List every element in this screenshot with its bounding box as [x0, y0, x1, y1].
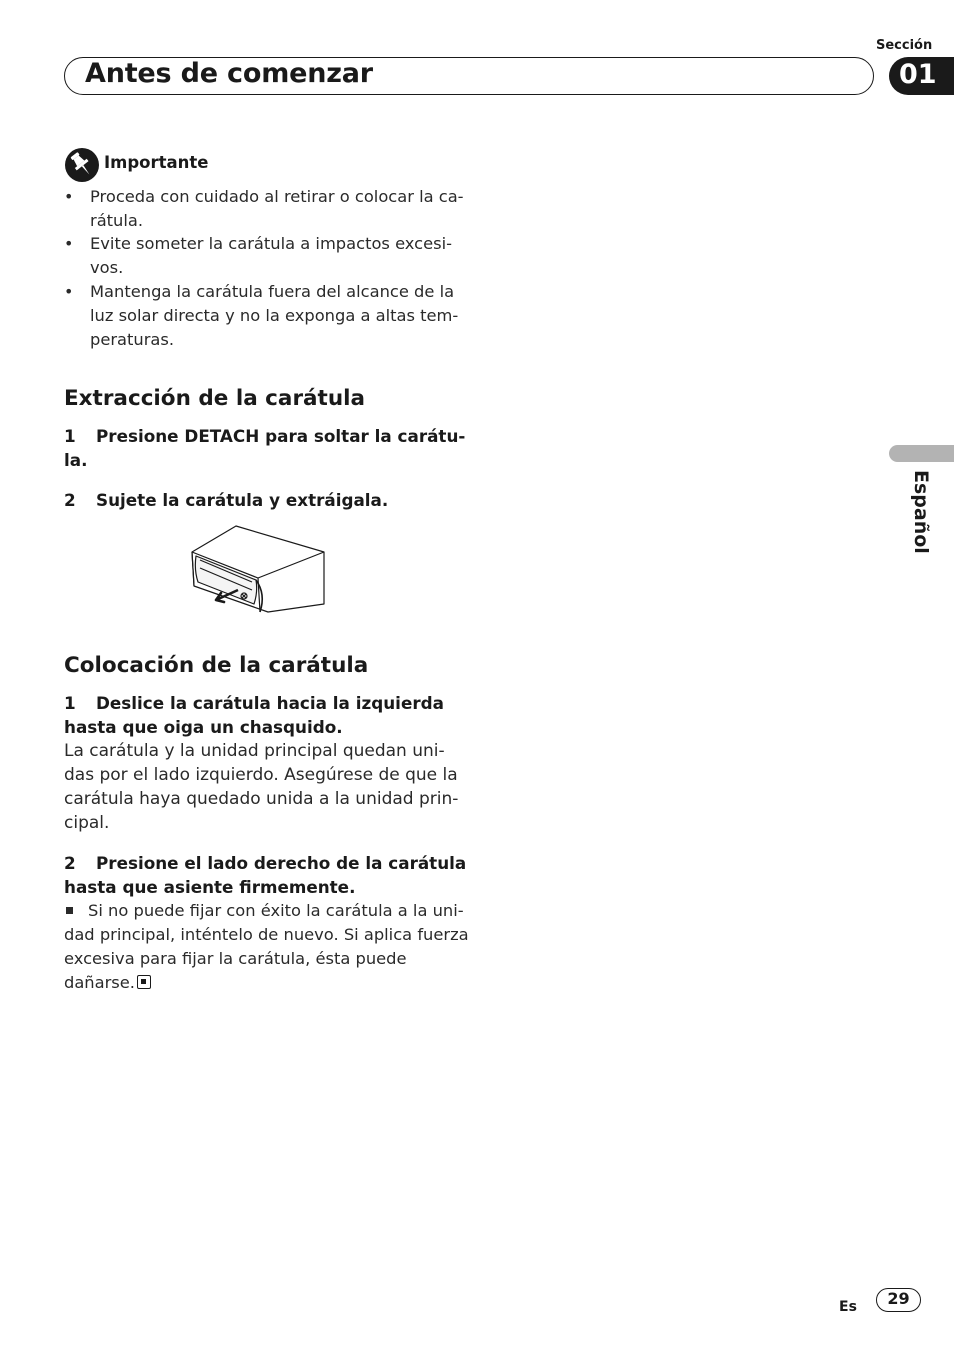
bullet-marker: •	[64, 234, 74, 253]
section-number: 01	[899, 59, 937, 90]
step-number: 2	[64, 490, 76, 510]
language-tab-bar	[889, 445, 954, 462]
important-bullet-1: Proceda con cuidado al retirar o colocar la ca- rátula.	[90, 187, 464, 230]
bullet-marker: •	[64, 187, 74, 206]
bullet-marker: •	[64, 282, 74, 301]
language-code: Es	[839, 1299, 857, 1315]
section-label: Sección	[876, 38, 933, 53]
language-tab-label: Español	[910, 470, 932, 554]
attach-step-1: 1 Deslice la carátula hacia la izquierda hasta que oiga un chasquido.	[64, 693, 444, 737]
attach-step-1-body: La carátula y la unidad principal quedan uni- das por el lado izquierdo. Asegúrese de que la carátula haya quedado unida a la unidad prin- cipal.	[64, 741, 459, 833]
step-number: 1	[64, 426, 76, 446]
attach-step-2-note: Si no puede fijar con éxito la carátula a la uni- dad principal, inténtelo de nuevo. Si aplica fuerza excesiva para fijar la carátula, ésta puede dañarse.	[64, 901, 469, 992]
end-mark-icon	[137, 975, 151, 989]
important-label: Importante	[104, 153, 209, 172]
detach-illustration	[186, 524, 328, 616]
removal-step-2: 2 Sujete la carátula y extráigala.	[64, 490, 389, 510]
removal-step-1: 1 Presione DETACH para soltar la carátu- la.	[64, 426, 466, 470]
step-number: 2	[64, 853, 76, 873]
page-title: Antes de comenzar	[85, 58, 373, 89]
page-number: 29	[887, 1289, 910, 1308]
section-number-tab	[889, 57, 954, 95]
important-bullet-2: Evite someter la carátula a impactos excesi- vos.	[90, 234, 452, 277]
attach-heading: Colocación de la carátula	[64, 653, 369, 678]
removal-heading: Extracción de la carátula	[64, 386, 366, 411]
square-bullet-icon	[66, 907, 73, 914]
step-number: 1	[64, 693, 76, 713]
pushpin-icon	[64, 147, 100, 183]
attach-step-2: 2 Presione el lado derecho de la carátula hasta que asiente firmemente.	[64, 853, 467, 897]
important-bullet-3: Mantenga la carátula fuera del alcance de la luz solar directa y no la exponga a altas tem- peraturas.	[90, 282, 459, 349]
